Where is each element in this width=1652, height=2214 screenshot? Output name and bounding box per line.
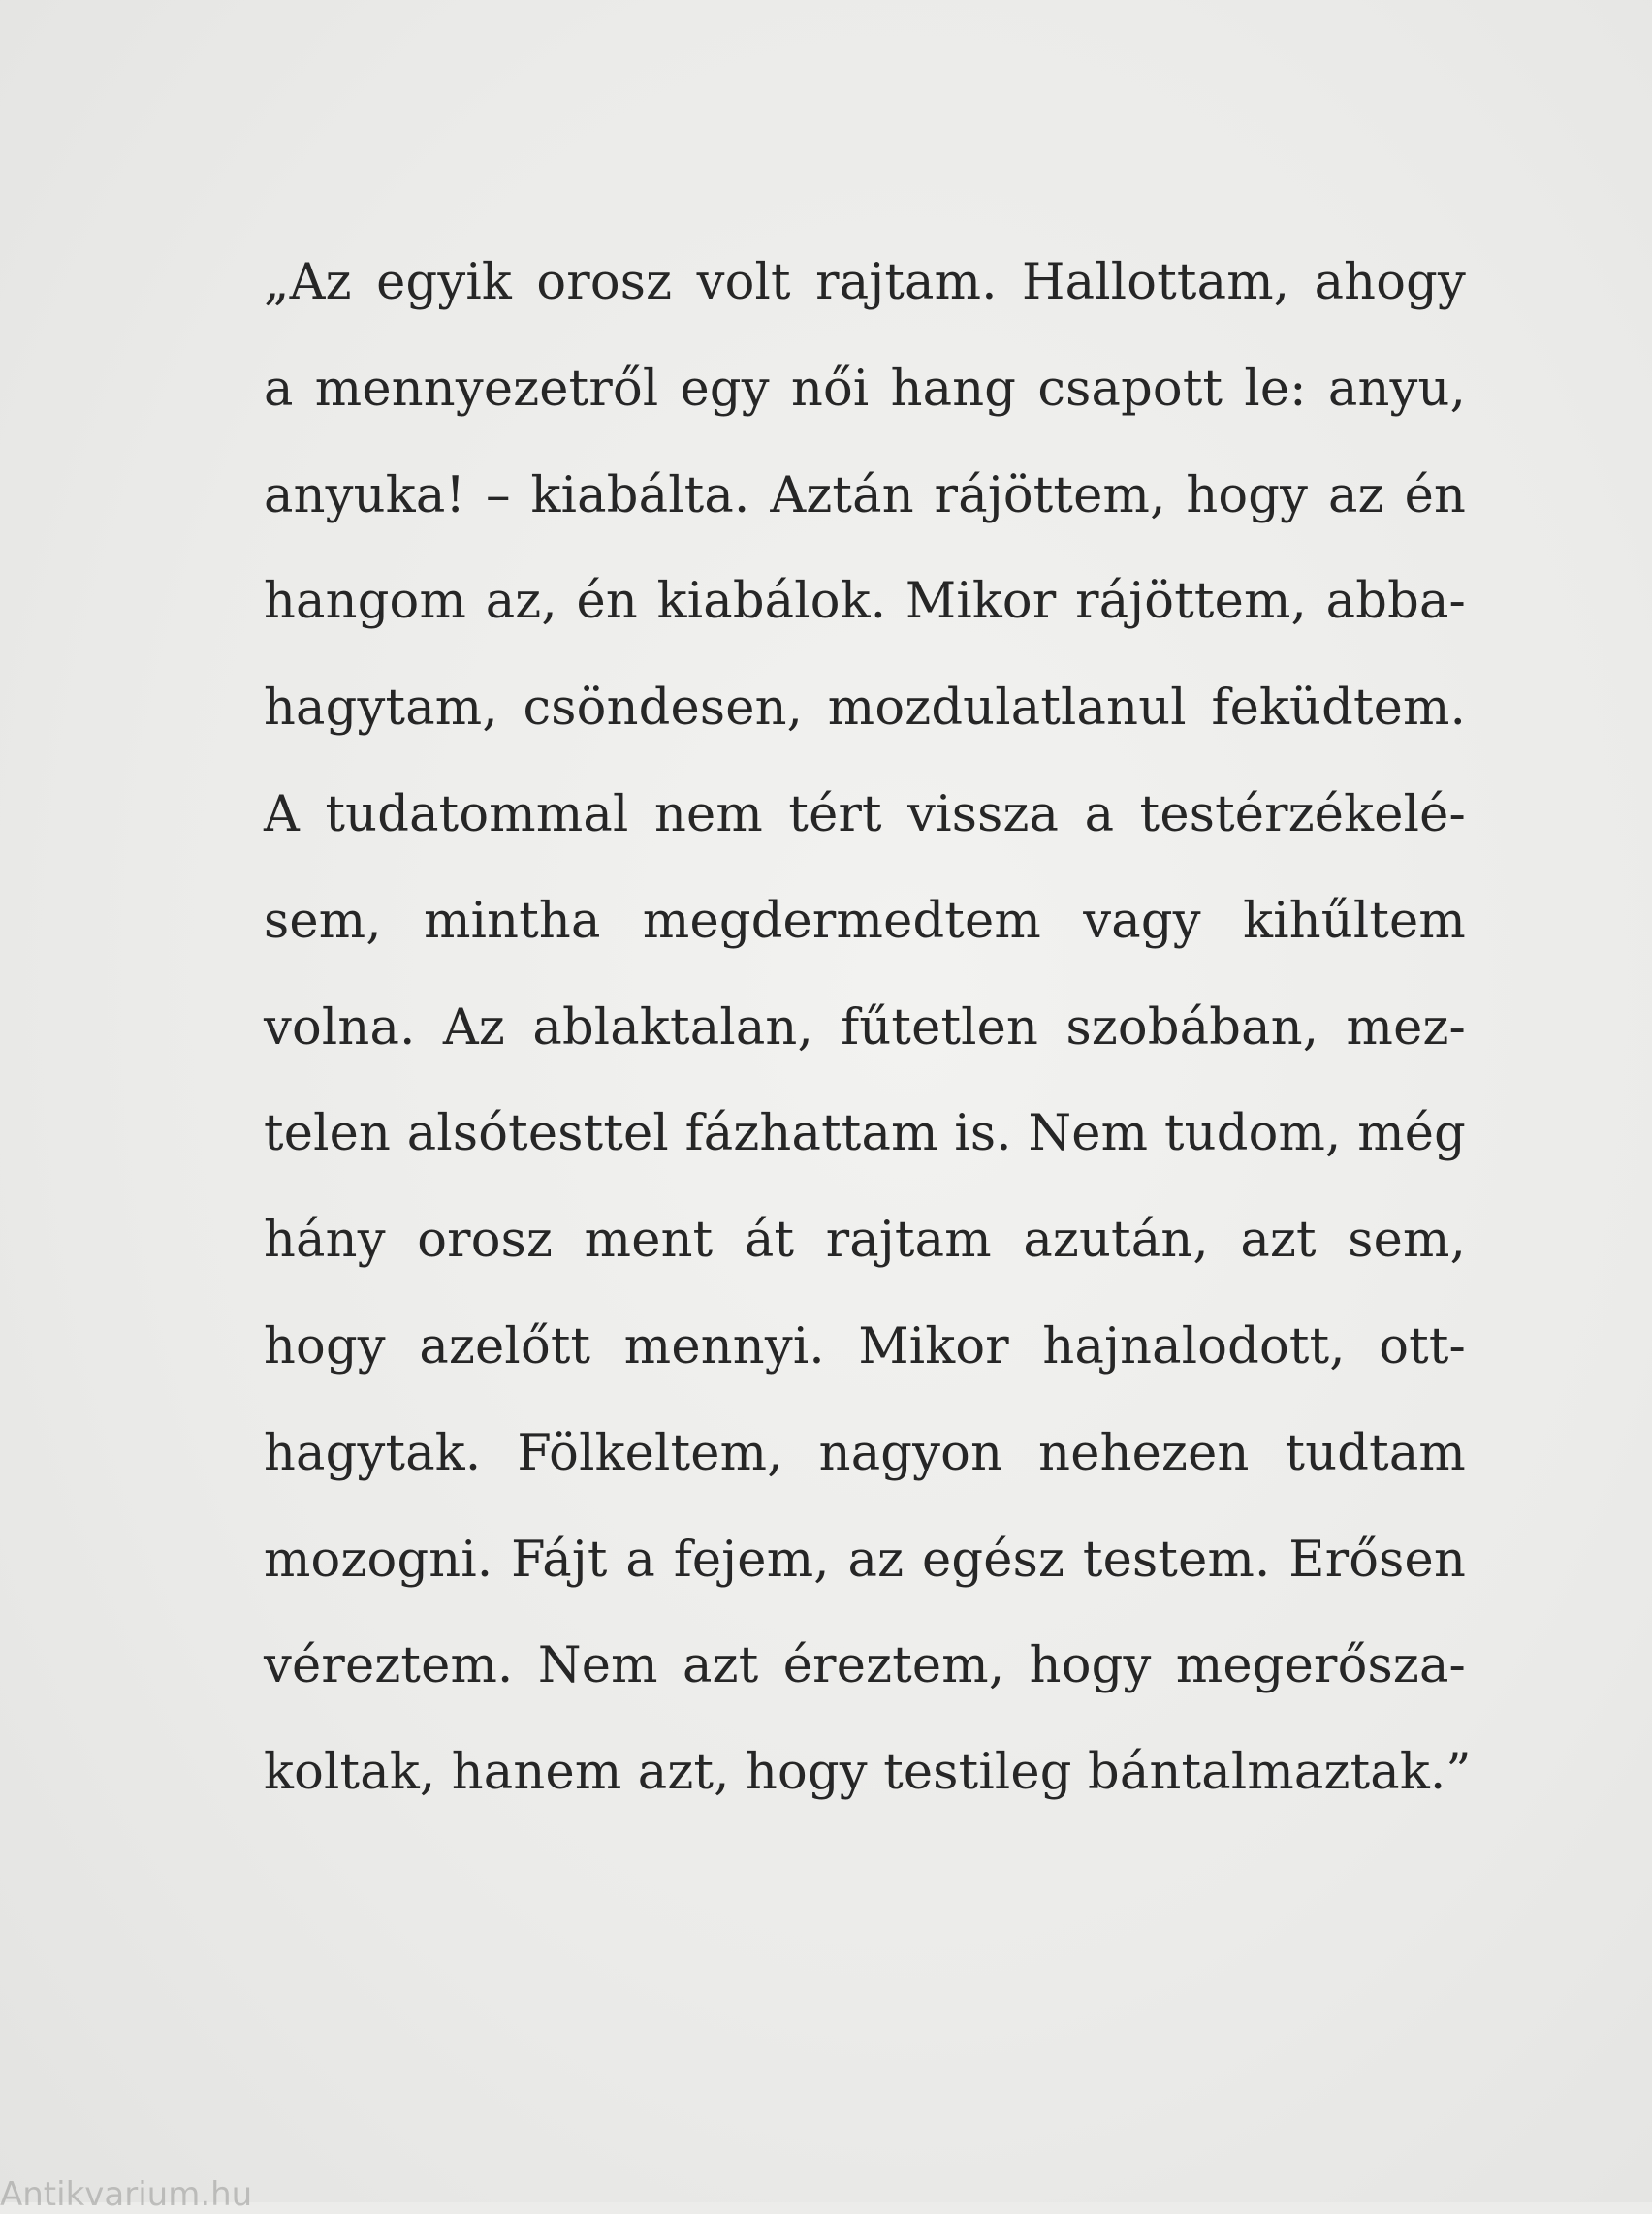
text-line: koltak, hanem azt, hogy testileg bántalmaztak.”: [264, 1744, 1472, 1802]
text-line: a mennyezetről egy női hang csapott le: anyu,: [264, 360, 1466, 418]
text-line: anyuka! – kiabálta. Aztán rájöttem, hogy az én: [264, 466, 1466, 524]
text-line: sem, mintha megdermedtem vagy kihűltem: [264, 892, 1466, 950]
quote-paragraph: [264, 244, 1472, 1841]
text-line: hangom az, én kiabálok. Mikor rájöttem, abba-: [264, 573, 1466, 631]
text-line: hagytak. Fölkeltem, nagyon nehezen tudtam: [264, 1424, 1466, 1482]
text-line: volna. Az ablaktalan, fűtetlen szobában, mez-: [264, 998, 1466, 1057]
text-line: telen alsótesttel fázhattam is. Nem tudom, még: [264, 1105, 1466, 1163]
watermark: Antikvarium.hu: [0, 2175, 253, 2214]
text-line: hagytam, csöndesen, mozdulatlanul feküdtem.: [264, 680, 1466, 738]
text-line: véreztem. Nem azt éreztem, hogy megerősza-: [264, 1637, 1466, 1695]
text-line: hány orosz ment át rajtam azután, azt sem,: [264, 1212, 1466, 1270]
text-line: hogy azelőtt mennyi. Mikor hajnalodott, ott-: [264, 1317, 1466, 1376]
text-line: A tudatommal nem tért vissza a testérzékelé-: [264, 785, 1466, 843]
text-line: mozogni. Fájt a fejem, az egész testem. Erősen: [264, 1531, 1466, 1589]
text-line: „Az egyik orosz volt rajtam. Hallottam, ahogy: [264, 254, 1466, 311]
